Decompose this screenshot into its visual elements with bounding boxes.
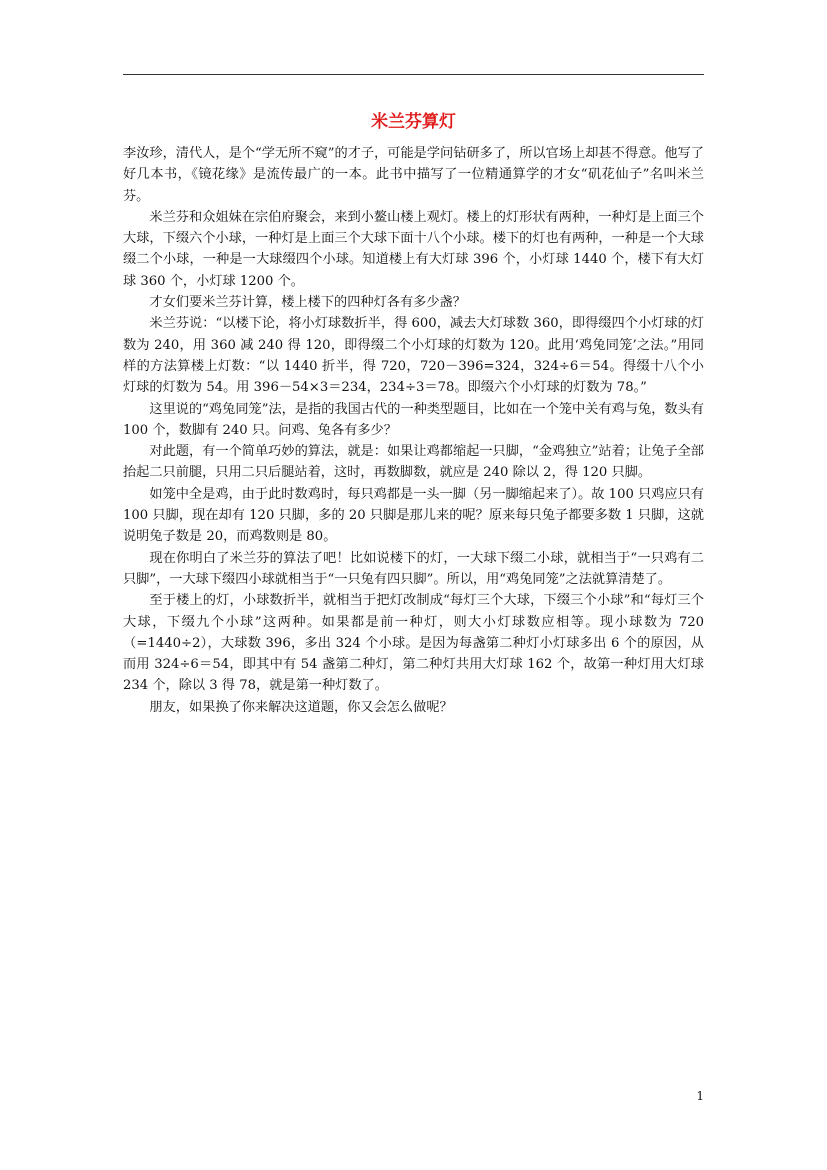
paragraph-4: 米兰芬说：“以楼下论，将小灯球数折半，得 600，减去大灯球数 360，即得缀四个小灯球的灯数为 240，用 360 减 240 得 120，即得缀二个小灯球的灯数为 120。此用‘鸡兔同笼’之法。”用同样的方法算楼上灯数：“以 1440 折半，得 720，720－396=324，324÷6＝54。得缀十八个小灯球的灯数为 54。用 396－54×3＝234，234÷3＝78。即缀六个小灯球的灯数为 78。” (123, 316, 704, 396)
page-number: 1 (696, 1089, 704, 1103)
paragraph-8: 现在你明白了米兰芬的算法了吧！比如说楼下的灯，一大球下缀二小球，就相当于“一只鸡有二只脚”，一大球下缀四小球就相当于“一只兔有四只脚”。所以，用“鸡兔同笼”之法就算清楚了。 (123, 550, 704, 587)
paragraph-5: 这里说的“鸡兔同笼”法，是指的我国古代的一种类型题目，比如在一个笼中关有鸡与兔，数头有 100 个，数脚有 240 只。问鸡、兔各有多少？ (123, 401, 704, 438)
header-rule (123, 74, 704, 75)
paragraph-10: 朋友，如果换了你来解决这道题，你又会怎么做呢？ (149, 699, 453, 715)
paragraph-7: 如笼中全是鸡，由于此时数鸡时，每只鸡都是一头一脚（另一脚缩起来了）。故 100 只鸡应只有 100 只脚，现在却有 120 只脚，多的 20 只脚是那儿来的呢？原来每只兔子都要多数 1 只脚，这就说明兔子数是 20，而鸡数则是 80。 (123, 486, 704, 545)
paragraph-3: 才女们要米兰芬计算，楼上楼下的四种灯各有多少盏？ (149, 295, 466, 311)
page-title: 米兰芬算灯 (371, 112, 456, 132)
paragraph-6: 对此题，有一个简单巧妙的算法，就是：如果让鸡都缩起一只脚，“金鸡独立”站着；让兔子全部抬起二只前腿，只用二只后腿站着，这时，再数脚数，就应是 240 除以 2，得 120 只脚。 (123, 444, 704, 481)
paragraph-2: 米兰芬和众姐妹在宗伯府聚会，来到小鳌山楼上观灯。楼上的灯形状有两种，一种灯是上面三个大球，下缀六个小球，一种灯是上面三个大球下面十八个小球。楼下的灯也有两种，一种是一个大球缀二个小球，一种是一大球缀四个小球。知道楼上有大灯球 396 个，小灯球 1440 个，楼下有大灯球 360 个，小灯球 1200 个。 (123, 209, 704, 289)
article-body (123, 143, 704, 718)
paragraph-9: 至于楼上的灯，小球数折半，就相当于把灯改制成“每灯三个大球，下缀三个小球”和“每灯三个大球，下缀九个小球”这两种。如果都是前一种灯，则大小灯球数应相等。现小球数为 720（=1440÷2），大球数 396，多出 324 个小球。是因为每盏第二种灯小灯球多出 6 个的原因，从而用 324÷6＝54，即其中有 54 盏第二种灯，第二种灯共用大灯球 162 个，故第一种灯用大灯球 234 个，除以 3 得 78，就是第一种灯数了。 (123, 593, 704, 694)
paragraph-1: 李汝珍，清代人，是个“学无所不窥”的才子，可能是学问钻研多了，所以官场上却甚不得意。他写了好几本书，《镜花缘》是流传最广的一本。此书中描写了一位精通算学的才女“矶花仙子”名叫米兰芬。 (123, 146, 704, 204)
